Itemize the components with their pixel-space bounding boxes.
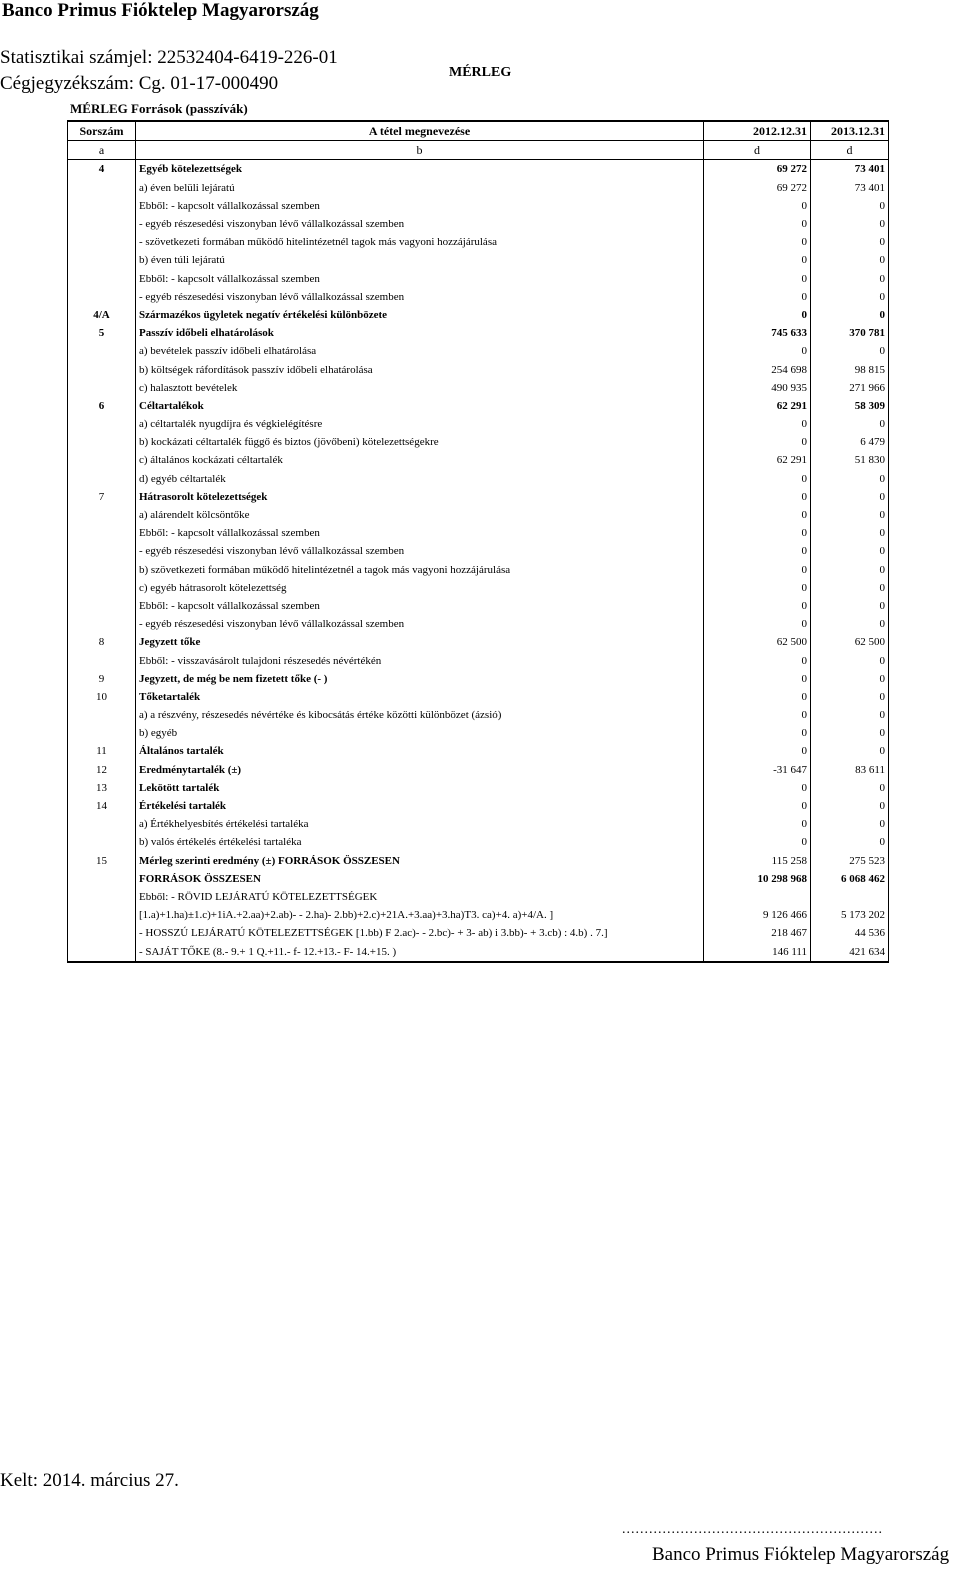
row-name: Jegyzett, de még be nem fizetett tőke (- ) <box>136 670 704 688</box>
row-value-2013: 73 401 <box>811 160 889 179</box>
table-row <box>68 651 889 669</box>
row-number <box>68 524 136 542</box>
row-value-2013: 5 173 202 <box>811 906 889 924</box>
table-row <box>68 270 889 288</box>
row-number <box>68 251 136 269</box>
row-value-2013: 0 <box>811 524 889 542</box>
row-name: - egyéb részesedési viszonyban lévő vállalkozással szemben <box>136 615 704 633</box>
table-row <box>68 451 889 469</box>
table-row <box>68 342 889 360</box>
row-value-2012: 254 698 <box>704 360 811 378</box>
row-name: - szövetkezeti formában működő hitelintézetnél tagok más vagyoni hozzájárulása <box>136 233 704 251</box>
row-value-2013: 0 <box>811 615 889 633</box>
row-name: Eredménytartalék (±) <box>136 761 704 779</box>
table-row <box>68 215 889 233</box>
row-number: 4 <box>68 160 136 179</box>
row-value-2013: 0 <box>811 488 889 506</box>
row-value-2012: 0 <box>704 488 811 506</box>
row-value-2013: 421 634 <box>811 942 889 961</box>
table-row <box>68 906 889 924</box>
row-name: FORRÁSOK ÖSSZESEN <box>136 870 704 888</box>
colcode-col2: d <box>811 141 889 160</box>
row-name: Egyéb kötelezettségek <box>136 160 704 179</box>
row-number <box>68 706 136 724</box>
row-value-2012: 0 <box>704 688 811 706</box>
row-value-2013: 0 <box>811 306 889 324</box>
table-row <box>68 506 889 524</box>
row-value-2013: 271 966 <box>811 379 889 397</box>
row-value-2012: 0 <box>704 724 811 742</box>
row-value-2012: 0 <box>704 561 811 579</box>
stat-number: Statisztikai számjel: 22532404-6419-226-01 <box>0 47 338 68</box>
row-value-2012: 745 633 <box>704 324 811 342</box>
row-value-2013: 6 479 <box>811 433 889 451</box>
table-row <box>68 397 889 415</box>
row-value-2013: 0 <box>811 688 889 706</box>
signature-dots: .......................................................... <box>622 1522 883 1537</box>
header-col2: 2013.12.31 <box>811 121 889 141</box>
table-row <box>68 742 889 760</box>
table-row <box>68 561 889 579</box>
row-name: - egyéb részesedési viszonyban lévő vállalkozással szemben <box>136 215 704 233</box>
row-number: 9 <box>68 670 136 688</box>
table-row <box>68 251 889 269</box>
table-row <box>68 179 889 197</box>
row-name: Ebből: - kapcsolt vállalkozással szemben <box>136 597 704 615</box>
row-name: b) költségek ráfordítások passzív időbeli elhatárolása <box>136 360 704 378</box>
row-name: [1.a)+1.ha)±1.c)+1iA.+2.aa)+2.ab)- - 2.ha)- 2.bb)+2.c)+21A.+3.aa)+3.ha)T3. ca)+4. a)+4/A. ] <box>136 906 704 924</box>
table-row <box>68 379 889 397</box>
row-number: 13 <box>68 779 136 797</box>
table-row <box>68 324 889 342</box>
row-value-2013: 83 611 <box>811 761 889 779</box>
row-value-2012: 0 <box>704 197 811 215</box>
row-value-2013: 275 523 <box>811 852 889 870</box>
row-name: a) éven belüli lejáratú <box>136 179 704 197</box>
row-value-2013: 0 <box>811 579 889 597</box>
table-row <box>68 706 889 724</box>
row-name: Ebből: - kapcsolt vállalkozással szemben <box>136 524 704 542</box>
row-number <box>68 615 136 633</box>
table-row <box>68 597 889 615</box>
row-value-2012: 0 <box>704 233 811 251</box>
row-value-2012: 0 <box>704 779 811 797</box>
row-number <box>68 379 136 397</box>
row-value-2012: 62 500 <box>704 633 811 651</box>
row-number <box>68 270 136 288</box>
row-value-2012: 0 <box>704 833 811 851</box>
row-value-2012: 0 <box>704 579 811 597</box>
row-value-2013: 0 <box>811 742 889 760</box>
table-row <box>68 833 889 851</box>
row-name: Mérleg szerinti eredmény (±) FORRÁSOK ÖSSZESEN <box>136 852 704 870</box>
row-name: a) Értékhelyesbítés értékelési tartaléka <box>136 815 704 833</box>
row-value-2012: 0 <box>704 415 811 433</box>
row-name: Értékelési tartalék <box>136 797 704 815</box>
row-value-2013: 0 <box>811 651 889 669</box>
balance-table <box>67 120 889 963</box>
table-row <box>68 288 889 306</box>
row-value-2012: 0 <box>704 797 811 815</box>
row-name: - SAJÁT TŐKE (8.- 9.+ 1 Q.+11.- f- 12.+13.- F- 14.+15. ) <box>136 942 704 961</box>
row-number: 10 <box>68 688 136 706</box>
section-title: MÉRLEG Források (passzívák) <box>70 101 248 116</box>
row-number <box>68 215 136 233</box>
reg-number: Cégjegyzékszám: Cg. 01-17-000490 <box>0 73 279 94</box>
row-value-2013: 0 <box>811 215 889 233</box>
row-name: a) a részvény, részesedés névértéke és kibocsátás értéke közötti különbözet (ázsió) <box>136 706 704 724</box>
row-number <box>68 360 136 378</box>
row-name: - HOSSZÚ LEJÁRATÚ KÖTELEZETTSÉGEK [1.bb) F 2.ac)- - 2.bc)- + 3- ab) i 3.bb)- + 3.cb) : 4.b) . 7.] <box>136 924 704 942</box>
table-row <box>68 488 889 506</box>
row-number <box>68 924 136 942</box>
table-header-row <box>68 121 889 141</box>
table-row <box>68 542 889 560</box>
row-value-2013: 0 <box>811 561 889 579</box>
table-row <box>68 433 889 451</box>
row-name: Passzív időbeli elhatárolások <box>136 324 704 342</box>
row-number: 4/A <box>68 306 136 324</box>
company-name: Banco Primus Fióktelep Magyarország <box>2 0 319 21</box>
row-value-2013: 0 <box>811 270 889 288</box>
row-name: Lekötött tartalék <box>136 779 704 797</box>
row-name: b) kockázati céltartalék függő és biztos (jövőbeni) kötelezettségekre <box>136 433 704 451</box>
row-value-2013: 0 <box>811 288 889 306</box>
table-row <box>68 761 889 779</box>
row-name: a) alárendelt kölcsöntőke <box>136 506 704 524</box>
header-no: Sorszám <box>68 121 136 141</box>
row-name: Származékos ügyletek negatív értékelési különbözete <box>136 306 704 324</box>
row-name: Ebből: - visszavásárolt tulajdoni részesedés névértékén <box>136 651 704 669</box>
row-value-2012: 69 272 <box>704 160 811 179</box>
row-value-2012: 62 291 <box>704 451 811 469</box>
row-number <box>68 597 136 615</box>
row-value-2013: 370 781 <box>811 324 889 342</box>
row-name: d) egyéb céltartalék <box>136 470 704 488</box>
row-value-2013: 0 <box>811 833 889 851</box>
header-name: A tétel megnevezése <box>136 121 704 141</box>
table-row <box>68 233 889 251</box>
table-row <box>68 888 889 906</box>
row-value-2013: 98 815 <box>811 360 889 378</box>
row-number <box>68 561 136 579</box>
row-name: - egyéb részesedési viszonyban lévő vállalkozással szemben <box>136 542 704 560</box>
row-value-2012: 0 <box>704 342 811 360</box>
row-number: 6 <box>68 397 136 415</box>
table-row <box>68 197 889 215</box>
row-number <box>68 833 136 851</box>
row-number <box>68 342 136 360</box>
table-row <box>68 306 889 324</box>
row-value-2012: 0 <box>704 815 811 833</box>
row-number <box>68 888 136 906</box>
row-number <box>68 506 136 524</box>
row-value-2012: 0 <box>704 251 811 269</box>
row-value-2013: 6 068 462 <box>811 870 889 888</box>
row-number <box>68 815 136 833</box>
table-row <box>68 870 889 888</box>
row-number <box>68 288 136 306</box>
table-row <box>68 360 889 378</box>
table-row <box>68 470 889 488</box>
row-value-2013: 0 <box>811 779 889 797</box>
row-name: Ebből: - kapcsolt vállalkozással szemben <box>136 197 704 215</box>
row-number <box>68 942 136 961</box>
row-name: b) szövetkezeti formában működő hitelintézetnél a tagok más vagyoni hozzájárulása <box>136 561 704 579</box>
row-value-2012: 0 <box>704 215 811 233</box>
doc-title: MÉRLEG <box>449 65 512 80</box>
row-value-2013: 0 <box>811 815 889 833</box>
row-number <box>68 651 136 669</box>
row-number <box>68 415 136 433</box>
row-number <box>68 470 136 488</box>
table-row <box>68 160 889 179</box>
table-colcode-row <box>68 141 889 160</box>
row-value-2012: 9 126 466 <box>704 906 811 924</box>
row-value-2013: 0 <box>811 597 889 615</box>
colcode-col1: d <box>704 141 811 160</box>
row-value-2012: 0 <box>704 542 811 560</box>
row-name: Jegyzett tőke <box>136 633 704 651</box>
row-value-2013: 58 309 <box>811 397 889 415</box>
row-value-2012: 0 <box>704 433 811 451</box>
table-row <box>68 670 889 688</box>
row-number: 14 <box>68 797 136 815</box>
row-value-2013: 0 <box>811 342 889 360</box>
row-value-2013: 51 830 <box>811 451 889 469</box>
row-name: b) éven túli lejáratú <box>136 251 704 269</box>
table-row <box>68 942 889 961</box>
row-value-2013: 0 <box>811 251 889 269</box>
row-number <box>68 433 136 451</box>
row-value-2013: 0 <box>811 197 889 215</box>
row-number <box>68 542 136 560</box>
row-value-2012: 0 <box>704 306 811 324</box>
row-value-2012: 0 <box>704 524 811 542</box>
table-row <box>68 797 889 815</box>
row-number: 8 <box>68 633 136 651</box>
date-line: Kelt: 2014. március 27. <box>0 1470 179 1491</box>
row-name: Ebből: - kapcsolt vállalkozással szemben <box>136 270 704 288</box>
row-name: a) bevételek passzív időbeli elhatárolása <box>136 342 704 360</box>
row-name: Céltartalékok <box>136 397 704 415</box>
row-name: b) egyéb <box>136 724 704 742</box>
row-value-2013: 62 500 <box>811 633 889 651</box>
row-value-2012: 0 <box>704 706 811 724</box>
row-value-2012: 218 467 <box>704 924 811 942</box>
row-value-2013: 0 <box>811 470 889 488</box>
row-value-2013: 0 <box>811 797 889 815</box>
row-number: 7 <box>68 488 136 506</box>
row-number <box>68 870 136 888</box>
row-name: Általános tartalék <box>136 742 704 760</box>
row-value-2013: 0 <box>811 233 889 251</box>
row-value-2012: 146 111 <box>704 942 811 961</box>
row-name: Hátrasorolt kötelezettségek <box>136 488 704 506</box>
row-number <box>68 179 136 197</box>
row-value-2012 <box>704 888 811 906</box>
row-value-2013: 0 <box>811 724 889 742</box>
row-value-2012: 115 258 <box>704 852 811 870</box>
row-name: Ebből: - RÖVID LEJÁRATÚ KÖTELEZETTSÉGEK <box>136 888 704 906</box>
row-value-2013: 0 <box>811 542 889 560</box>
row-value-2012: 0 <box>704 470 811 488</box>
row-value-2013: 0 <box>811 506 889 524</box>
row-number: 15 <box>68 852 136 870</box>
row-number <box>68 724 136 742</box>
row-number <box>68 233 136 251</box>
row-name: c) általános kockázati céltartalék <box>136 451 704 469</box>
colcode-no: a <box>68 141 136 160</box>
row-name: Tőketartalék <box>136 688 704 706</box>
row-value-2012: -31 647 <box>704 761 811 779</box>
table-row <box>68 615 889 633</box>
table-row <box>68 633 889 651</box>
row-value-2013: 0 <box>811 670 889 688</box>
row-number <box>68 579 136 597</box>
row-name: c) halasztott bevételek <box>136 379 704 397</box>
row-name: b) valós értékelés értékelési tartaléka <box>136 833 704 851</box>
row-value-2012: 0 <box>704 670 811 688</box>
table-row <box>68 852 889 870</box>
table-row <box>68 579 889 597</box>
signature-name: Banco Primus Fióktelep Magyarország <box>652 1544 950 1565</box>
header-col1: 2012.12.31 <box>704 121 811 141</box>
row-name: c) egyéb hátrasorolt kötelezettség <box>136 579 704 597</box>
table-row <box>68 924 889 942</box>
row-value-2012: 490 935 <box>704 379 811 397</box>
table-row <box>68 688 889 706</box>
row-value-2012: 0 <box>704 288 811 306</box>
row-value-2012: 62 291 <box>704 397 811 415</box>
row-value-2012: 0 <box>704 615 811 633</box>
colcode-name: b <box>136 141 704 160</box>
row-number <box>68 906 136 924</box>
table-row <box>68 779 889 797</box>
row-value-2012: 0 <box>704 270 811 288</box>
row-number: 12 <box>68 761 136 779</box>
row-value-2013: 0 <box>811 706 889 724</box>
table-row <box>68 415 889 433</box>
row-number: 5 <box>68 324 136 342</box>
row-value-2013: 44 536 <box>811 924 889 942</box>
row-name: - egyéb részesedési viszonyban lévő vállalkozással szemben <box>136 288 704 306</box>
row-value-2012: 0 <box>704 651 811 669</box>
table-row <box>68 524 889 542</box>
row-value-2012: 69 272 <box>704 179 811 197</box>
row-value-2012: 10 298 968 <box>704 870 811 888</box>
row-value-2012: 0 <box>704 742 811 760</box>
table-row <box>68 724 889 742</box>
row-name: a) céltartalék nyugdíjra és végkielégítésre <box>136 415 704 433</box>
row-number <box>68 197 136 215</box>
table-row <box>68 815 889 833</box>
row-value-2012: 0 <box>704 506 811 524</box>
row-value-2013: 0 <box>811 415 889 433</box>
row-value-2013: 73 401 <box>811 179 889 197</box>
row-value-2012: 0 <box>704 597 811 615</box>
row-value-2013 <box>811 888 889 906</box>
row-number <box>68 451 136 469</box>
row-number: 11 <box>68 742 136 760</box>
